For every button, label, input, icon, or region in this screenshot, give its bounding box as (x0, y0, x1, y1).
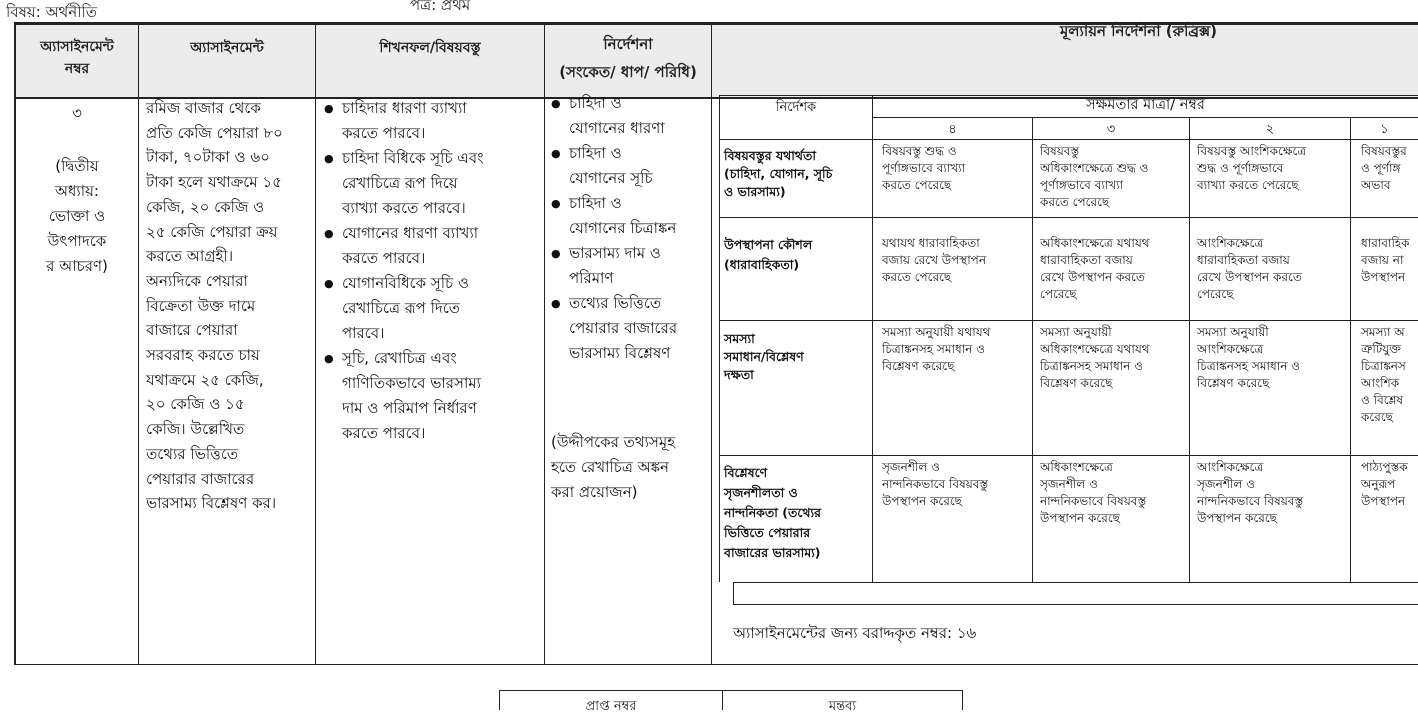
list-item: ● সূচি, রেখাচিত্র এবং গাণিতিকভাবে ভারসাম্য দাম ও পরিমাপ নির্ধারণ করতে পারবে। (322, 346, 542, 446)
header-learning-outcome: শিখনফল/বিষয়বস্তু (379, 40, 481, 56)
rubric-row-border-3 (719, 455, 1418, 456)
rubric-cell: যথাযথ ধারাবাহিকতা বজায় রেখে উপস্থাপন করতে পেরেছে (882, 236, 986, 284)
learning-outcomes-list (322, 96, 542, 446)
rubric-col-border-1 (872, 95, 873, 582)
rubric-cell: অধিকাংশক্ষেত্রে যথাযথ ধারাবাহিকতা বজায় রেখে উপস্থাপন করতে পেরেছে (1040, 236, 1150, 301)
rubric-cell: ধারাবাহিক বজায় না উপস্থাপন (1361, 236, 1410, 284)
col-border-2 (315, 22, 316, 665)
rubric-cell: আংশিকক্ষেত্রে সৃজনশীল ও নান্দনিকভাবে বিষয়বস্তু উপস্থাপন করেছে (1197, 460, 1304, 525)
list-item: ● ভারসাম্য দাম ও পরিমাণ (549, 241, 711, 291)
header-guideline: নির্দেশনা (সংকেত/ ধাপ/ পরিধি) (559, 35, 697, 81)
paper-label: পত্র: প্রথম (410, 0, 471, 14)
rubric-cell: অধিকাংশক্ষেত্রে সৃজনশীল ও নান্দনিকভাবে বিষয়বস্তু উপস্থাপন করেছে (1040, 460, 1147, 525)
rubric-indicator-creativity: বিশ্লেষণে সৃজনশীলতা ও নান্দনিকতা (তথ্যের ভিত্তিতে পেয়ারার বাজারের ভারসাম্য) (724, 465, 821, 560)
chapter-info: (দ্বিতীয় অধ্যায়: ভোক্তা ও উৎপাদকে র আচরণ) (46, 157, 108, 275)
rubric-row-border-2 (719, 320, 1418, 321)
rubric-col-border-0 (719, 95, 720, 582)
rubric-level-2: ২ (1265, 122, 1275, 137)
list-item: ● চাহিদার ধারণা ব্যাখ্যা করতে পারবে। (322, 96, 542, 146)
header-assignment: অ্যাসাইনমেন্ট (190, 40, 264, 56)
rubric-bottom-border (733, 604, 1418, 605)
rubric-row-border-1 (719, 217, 1418, 218)
rubric-cell: সৃজনশীল ও নান্দনিকভাবে বিষয়বস্তু উপস্থাপন করেছে (882, 460, 989, 508)
rubric-indicator-presentation: উপস্থাপনা কৌশল (ধারাবাহিকতা) (724, 237, 813, 272)
rubric-level-1: ১ (1380, 122, 1389, 137)
assignment-text: রমিজ বাজার থেকে প্রতি কেজি পেয়ারা ৮০ টাকা, ৭০টাকা ও ৬০ টাকা হলে যথাক্রমে ১৫ কেজি, ২০ কেজি ও ২৫ কেজি পেয়ারা ক্রয় করতে আগ্রহী। অন্যদিকে পেয়ারা বিক্রেতা উক্ত দামে বাজারে পেয়ারা সরবরাহ করতে চায় যথাক্রমে ২৫ কেজি, ২০ কেজি ও ১৫ কেজি। উল্লেখিত তথ্যের ভিত্তিতে পেয়ারার বাজারের ভারসাম্য বিশ্লেষণ কর। (146, 99, 283, 513)
rubric-cell: বিষয়বস্তু আংশিকক্ষেত্রে শুদ্ধ ও পূর্ণাঙ্গভাবে ব্যাখ্যা করতে পেরেছে (1197, 144, 1307, 192)
list-item: ● চাহিদা ও যোগানের ধারণা (549, 91, 711, 141)
bottom-table-right (962, 690, 963, 710)
rubric-col-border-4 (1350, 117, 1351, 582)
rubric-cell: সমস্যা অনুযায়ী আংশিকক্ষেত্রে চিত্রাঙ্কনসহ সমাধান ও বিশ্লেষণ করেছে (1197, 325, 1301, 390)
bottom-header-obtained-marks: প্রাপ্ত নম্বর (585, 699, 637, 714)
rubric-cell: সমস্যা অনুযায়ী যথাযথ চিত্রাঙ্কনসহ সমাধান ও বিশ্লেষণ করেছে (882, 325, 991, 373)
assignment-number: ৩ (72, 104, 82, 122)
col-border-3 (544, 22, 545, 665)
bottom-table-top (499, 690, 963, 691)
bottom-header-remarks: মন্তব্য (828, 699, 857, 714)
header-evaluation: মূল্যায়ন নির্দেশনা (রুব্রিক্স) (1060, 22, 1217, 40)
rubric-cell: পাঠ্যপুস্তক অনুরূপ উপস্থাপন (1361, 460, 1408, 508)
rubric-indicator-accuracy: বিষয়বস্তুর যথার্থতা (চাহিদা, যোগান, সূচি ও ভারসাম্য) (724, 148, 833, 199)
list-item: ● চাহিদা ও যোগানের সূচি (549, 141, 711, 191)
rubric-cell: সমস্যা অনুযায়ী অধিকাংশক্ষেত্রে যথাযথ চিত্রাঙ্কনসহ সমাধান ও বিশ্লেষণ করেছে (1040, 325, 1150, 390)
rubric-level-3: ৩ (1106, 122, 1116, 137)
col-border-1 (138, 22, 139, 665)
header-assignment-number: অ্যাসাইনমেন্ট নম্বর (40, 39, 114, 77)
list-item: ● তথ্যের ভিত্তিতে পেয়ারার বাজারের ভারসাম্য বিশ্লেষণ (549, 291, 711, 366)
rubric-col-border-3 (1189, 117, 1190, 582)
rubric-cell: বিষয়বস্তু অধিকাংশক্ষেত্রে শুদ্ধ ও পূর্ণাঙ্গভাবে ব্যাখ্যা করতে পেরেছে (1040, 144, 1149, 209)
rubric-row-border-4 (733, 582, 1418, 583)
list-item: ● যোগানবিধিকে সূচি ও রেখাচিত্রে রূপ দিতে পারবে। (322, 271, 542, 346)
guidelines-list (549, 91, 711, 366)
total-marks: অ্যাসাইনমেন্টের জন্য বরাদ্দকৃত নম্বর: ১৬ (733, 624, 977, 642)
guideline-note: (উদ্দীপকের তথ্যসমূহ হতে রেখাচিত্র অঙ্কন করা প্রয়োজন) (551, 433, 676, 501)
rubric-cell: আংশিকক্ষেত্রে ধারাবাহিকতা বজায় রেখে উপস্থাপন করতে পেরেছে (1197, 236, 1302, 301)
rubric-level-4: ৪ (948, 122, 957, 137)
rubric-indicator-header: নির্দেশক (775, 100, 817, 115)
table-bottom-border (14, 664, 1418, 665)
rubric-level-header: সক্ষমতার মাত্রা/ নম্বর (1086, 97, 1205, 113)
rubric-cell: বিষয়বস্তু শুদ্ধ ও পূর্ণাঙ্গভাবে ব্যাখ্যা করতে পেরেছে (882, 144, 966, 192)
list-item: ● চাহিদা ও যোগানের চিত্রাঙ্কন (549, 191, 711, 241)
subject-label: বিষয়: অর্থনীতি (6, 3, 98, 21)
rubric-indicator-problem-solving: সমস্যা সমাধান/বিশ্লেষণ দক্ষতা (724, 331, 804, 382)
rubric-col-border-0b (733, 582, 734, 605)
col-border-4 (711, 22, 712, 665)
rubric-cell: বিষয়বস্তুর ও পূর্ণাঙ্গ অভাব (1361, 144, 1407, 192)
list-item: ● যোগানের ধারণা ব্যাখ্যা করতে পারবে। (322, 221, 542, 271)
rubric-cell: সমস্যা অ ত্রুটিযুক্ত চিত্রাঙ্কনস আংশিক ও বিশ্লেষ করেছে (1361, 325, 1406, 424)
list-item: ● চাহিদা বিধিকে সূচি এবং রেখাচিত্রে রূপ দিয়ে ব্যাখ্যা করতে পারবে। (322, 146, 542, 221)
rubric-col-border-2 (1032, 117, 1033, 582)
